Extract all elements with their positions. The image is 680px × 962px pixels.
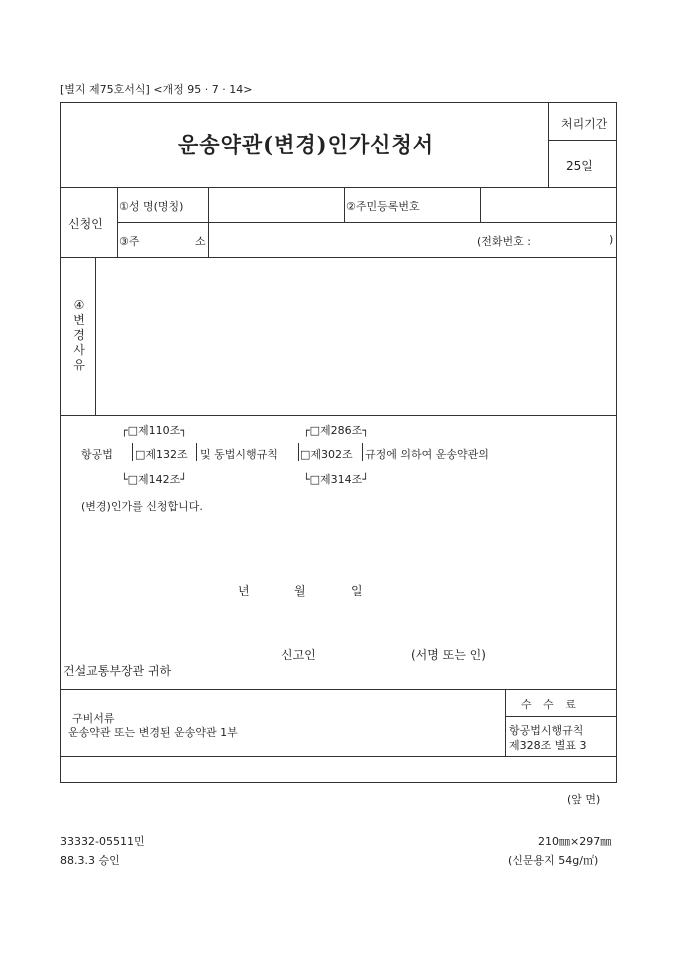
fee-basis-line2: 제328조 별표 3 <box>509 739 587 752</box>
phone-label: (전화번호 : <box>477 235 531 248</box>
article-132: □제132조 <box>135 448 188 461</box>
processing-period-value: 25일 <box>566 159 593 173</box>
fee-label: 수 수 료 <box>521 698 580 711</box>
processing-period-label: 처리기간 <box>561 117 608 131</box>
reporter-label: 신고인 <box>281 648 316 662</box>
form-code: 33332-05511민 <box>60 835 145 848</box>
phone-close: ) <box>609 233 614 246</box>
required-document-item: 운송약관 또는 변경된 운송약관 1부 <box>68 726 238 739</box>
recipient: 건설교통부장관 귀하 <box>63 664 172 678</box>
paper-size: 210㎜×297㎜ <box>538 835 612 848</box>
address-label-left: ③주 <box>119 235 140 248</box>
article-286: ┌□제286조┐ <box>303 424 369 437</box>
name-field[interactable] <box>212 197 340 217</box>
clause-tail: 규정에 의하여 운송약관의 <box>365 448 489 461</box>
article-314: └□제314조┘ <box>303 473 369 486</box>
aviation-act-label: 항공법 <box>81 448 113 461</box>
change-reason-field[interactable] <box>100 262 610 410</box>
sign-or-seal-label: (서명 또는 인) <box>411 648 486 662</box>
change-reason-label: ④ 변 경 사 유 <box>73 298 85 372</box>
required-documents-label: 구비서류 <box>72 712 115 725</box>
date-year: 년 <box>238 584 250 598</box>
address-label-right: 소 <box>195 235 206 248</box>
paper-type: (신문용지 54g/㎡) <box>508 854 599 867</box>
page-side: (앞 면) <box>567 793 601 806</box>
form-title: 운송약관(변경)인가신청서 <box>178 132 435 157</box>
name-label: ①성 명(명칭) <box>119 200 184 213</box>
article-142: └□제142조┘ <box>121 473 187 486</box>
form-number: [별지 제75호서식] <개정 95 · 7 · 14> <box>60 83 253 96</box>
applicant-section-label: 신청인 <box>68 217 103 231</box>
article-302: □제302조 <box>300 448 353 461</box>
resident-id-label: ②주민등록번호 <box>346 200 420 213</box>
address-field[interactable] <box>212 232 467 252</box>
date-day: 일 <box>351 584 363 598</box>
date-month: 월 <box>294 584 306 598</box>
resident-id-field[interactable] <box>484 197 612 217</box>
request-text: (변경)인가를 신청합니다. <box>81 500 203 513</box>
connector-text: 및 동법시행규칙 <box>200 448 278 461</box>
approval-date: 88.3.3 승인 <box>60 854 120 867</box>
article-110: ┌□제110조┐ <box>121 424 187 437</box>
fee-basis-line1: 항공법시행규칙 <box>509 724 584 737</box>
